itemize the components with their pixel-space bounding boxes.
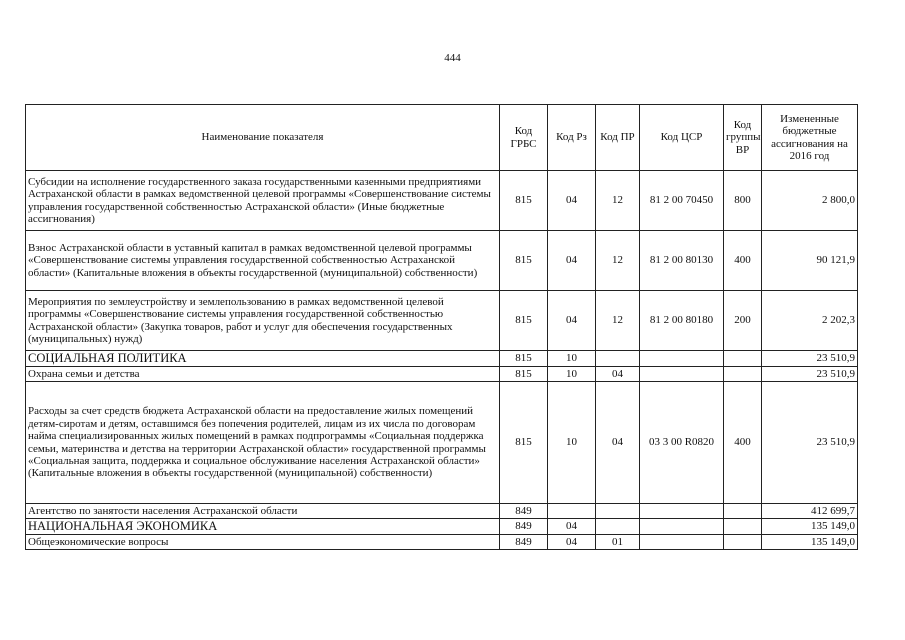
cell-grbs: 849 <box>500 504 548 519</box>
cell-rz: 10 <box>548 367 596 382</box>
cell-pr <box>596 351 640 367</box>
cell-amount: 2 202,3 <box>762 291 858 351</box>
cell-grbs: 815 <box>500 382 548 504</box>
cell-grbs: 815 <box>500 231 548 291</box>
cell-rz: 04 <box>548 519 596 535</box>
table-row <box>26 351 858 367</box>
cell-rz: 04 <box>548 171 596 231</box>
cell-amount: 135 149,0 <box>762 519 858 535</box>
cell-rz <box>548 504 596 519</box>
table-row <box>26 519 858 535</box>
cell-pr: 12 <box>596 231 640 291</box>
cell-csr: 81 2 00 70450 <box>640 171 724 231</box>
cell-vr <box>724 351 762 367</box>
cell-pr <box>596 519 640 535</box>
cell-amount: 23 510,9 <box>762 351 858 367</box>
cell-name: Мероприятия по землеустройству и землепользованию в рамках ведомственной целевой программы «Совершенствование системы управления государственной собственностью Астраханской области» (Закупка товаров, работ и услуг для обеспечения государственных (муниципальных) нужд) <box>26 291 500 351</box>
cell-pr: 12 <box>596 291 640 351</box>
cell-amount: 135 149,0 <box>762 535 858 550</box>
cell-pr <box>596 504 640 519</box>
page-number: 444 <box>444 52 461 64</box>
cell-csr <box>640 504 724 519</box>
header-amount: Измененные бюджетные ассигнования на 2016 год <box>762 105 858 171</box>
cell-grbs: 815 <box>500 367 548 382</box>
header-pr: Код ПР <box>596 105 640 171</box>
cell-grbs: 849 <box>500 519 548 535</box>
cell-grbs: 815 <box>500 171 548 231</box>
cell-rz: 04 <box>548 291 596 351</box>
cell-amount: 23 510,9 <box>762 367 858 382</box>
cell-amount: 23 510,9 <box>762 382 858 504</box>
table-row <box>26 367 858 382</box>
cell-grbs: 815 <box>500 351 548 367</box>
cell-csr: 81 2 00 80130 <box>640 231 724 291</box>
budget-table <box>25 104 858 550</box>
cell-name: Общеэкономические вопросы <box>26 535 500 550</box>
cell-vr <box>724 504 762 519</box>
cell-grbs: 849 <box>500 535 548 550</box>
cell-csr <box>640 351 724 367</box>
cell-name: Взнос Астраханской области в уставный капитал в рамках ведомственной целевой программы «Совершенствование системы управления государственной собственностью Астраханской области» (Капитальные вложения в объекты государственной (муниципальной) собственности) <box>26 231 500 291</box>
cell-vr: 200 <box>724 291 762 351</box>
cell-amount: 90 121,9 <box>762 231 858 291</box>
cell-amount: 2 800,0 <box>762 171 858 231</box>
cell-vr <box>724 367 762 382</box>
header-grbs: Код ГРБС <box>500 105 548 171</box>
cell-name: Расходы за счет средств бюджета Астраханской области на предоставление жилых помещений детям-сиротам и детям, оставшимся без попечения родителей, лицам из их числа по договорам найма специализированных жилых помещений в рамках подпрограммы «Социальная поддержка семьи, материнства и детства на территории Астраханской области» государственной программы «Социальная защита, поддержка и социальное обслуживание населения Астраханской области» (Капитальные вложения в объекты государственной (муниципальной) собственности) <box>26 382 500 504</box>
cell-pr: 01 <box>596 535 640 550</box>
table-row <box>26 535 858 550</box>
cell-pr: 04 <box>596 367 640 382</box>
cell-grbs: 815 <box>500 291 548 351</box>
cell-csr <box>640 367 724 382</box>
table-row <box>26 171 858 231</box>
cell-vr: 400 <box>724 382 762 504</box>
cell-rz: 10 <box>548 351 596 367</box>
cell-name: НАЦИОНАЛЬНАЯ ЭКОНОМИКА <box>26 519 500 535</box>
cell-name: Агентство по занятости населения Астраханской области <box>26 504 500 519</box>
cell-csr <box>640 535 724 550</box>
cell-pr: 04 <box>596 382 640 504</box>
cell-name: Охрана семьи и детства <box>26 367 500 382</box>
table-row <box>26 382 858 504</box>
header-rz: Код Рз <box>548 105 596 171</box>
cell-amount: 412 699,7 <box>762 504 858 519</box>
cell-rz: 04 <box>548 535 596 550</box>
cell-csr: 81 2 00 80180 <box>640 291 724 351</box>
cell-csr: 03 3 00 R0820 <box>640 382 724 504</box>
cell-rz: 10 <box>548 382 596 504</box>
table-header-row <box>26 105 858 171</box>
cell-pr: 12 <box>596 171 640 231</box>
header-csr: Код ЦСР <box>640 105 724 171</box>
cell-csr <box>640 519 724 535</box>
cell-rz: 04 <box>548 231 596 291</box>
table-row <box>26 231 858 291</box>
table-row <box>26 291 858 351</box>
cell-vr <box>724 535 762 550</box>
header-name: Наименование показателя <box>26 105 500 171</box>
cell-vr: 800 <box>724 171 762 231</box>
header-vr: Код группы ВР <box>724 105 762 171</box>
cell-vr <box>724 519 762 535</box>
cell-name: СОЦИАЛЬНАЯ ПОЛИТИКА <box>26 351 500 367</box>
table-row <box>26 504 858 519</box>
cell-vr: 400 <box>724 231 762 291</box>
cell-name: Субсидии на исполнение государственного заказа государственными казенными предприятиями Астраханской области в рамках ведомственной целевой программы «Совершенствование системы управления государственной собственностью Астраханской области» (Иные бюджетные ассигнования) <box>26 171 500 231</box>
